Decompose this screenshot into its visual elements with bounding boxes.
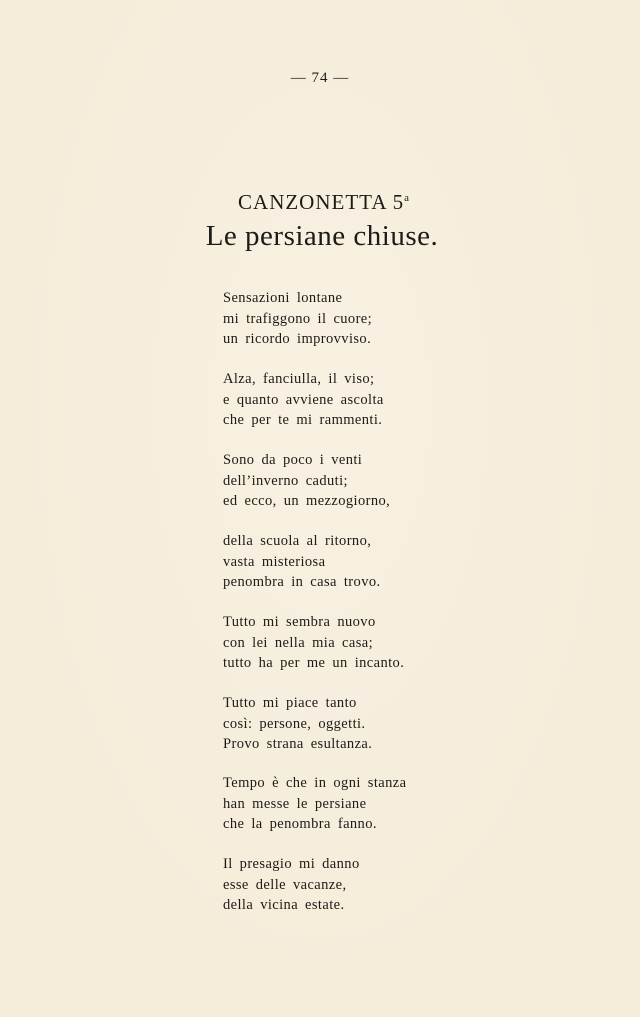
verse-line: Tempo è che in ogni stanza xyxy=(223,775,407,791)
section-heading-superscript: a xyxy=(404,192,410,204)
verse-line: e quanto avviene ascolta xyxy=(223,391,384,408)
verse-line: penombra in casa trovo. xyxy=(223,574,381,590)
verse-line: tutto ha per me un incanto. xyxy=(223,655,405,671)
verse-line: ed ecco, un mezzogiorno, xyxy=(223,493,391,509)
stanza-1 xyxy=(223,288,372,350)
verse-line: Tutto mi piace tanto xyxy=(223,695,357,711)
verse-line: Tutto mi sembra nuovo xyxy=(223,614,376,630)
verse-line: mi trafiggono il cuore; xyxy=(223,310,373,327)
verse-line: che per te mi rammenti. xyxy=(223,412,383,428)
verse-line: un ricordo improvviso. xyxy=(223,331,372,347)
verse-line: vasta misteriosa xyxy=(223,553,326,570)
verse-line: che la penombra fanno. xyxy=(223,816,377,832)
verse-line: Alza, fanciulla, il viso; xyxy=(223,371,375,387)
verse-line: Sensazioni lontane xyxy=(223,290,343,306)
verse-line: della scuola al ritorno, xyxy=(223,533,372,549)
verse-line: così: persone, oggetti. xyxy=(223,715,366,732)
stanza-7 xyxy=(223,773,406,835)
verse-line: dell’inverno caduti; xyxy=(223,472,348,489)
section-heading xyxy=(0,190,640,215)
stanza-8 xyxy=(223,854,360,916)
verse-line: con lei nella mia casa; xyxy=(223,634,374,651)
section-heading-text: CANZONETTA 5 xyxy=(238,190,405,214)
page-number: — 74 — xyxy=(290,70,350,86)
verse-line: Sono da poco i venti xyxy=(223,452,363,468)
verse-line: han messe le persiane xyxy=(223,795,367,812)
stanza-3 xyxy=(223,450,390,512)
verse-line: Il presagio mi danno xyxy=(223,856,360,872)
verse-line: esse delle vacanze, xyxy=(223,876,347,893)
verse-line: Provo strana esultanza. xyxy=(223,736,373,752)
stanza-6 xyxy=(223,693,372,755)
poem-title: Le persiane chiuse. xyxy=(205,220,439,252)
stanza-5 xyxy=(223,612,404,674)
stanza-2 xyxy=(223,369,384,431)
stanza-4 xyxy=(223,531,381,593)
verse-line: della vicina estate. xyxy=(223,897,345,913)
